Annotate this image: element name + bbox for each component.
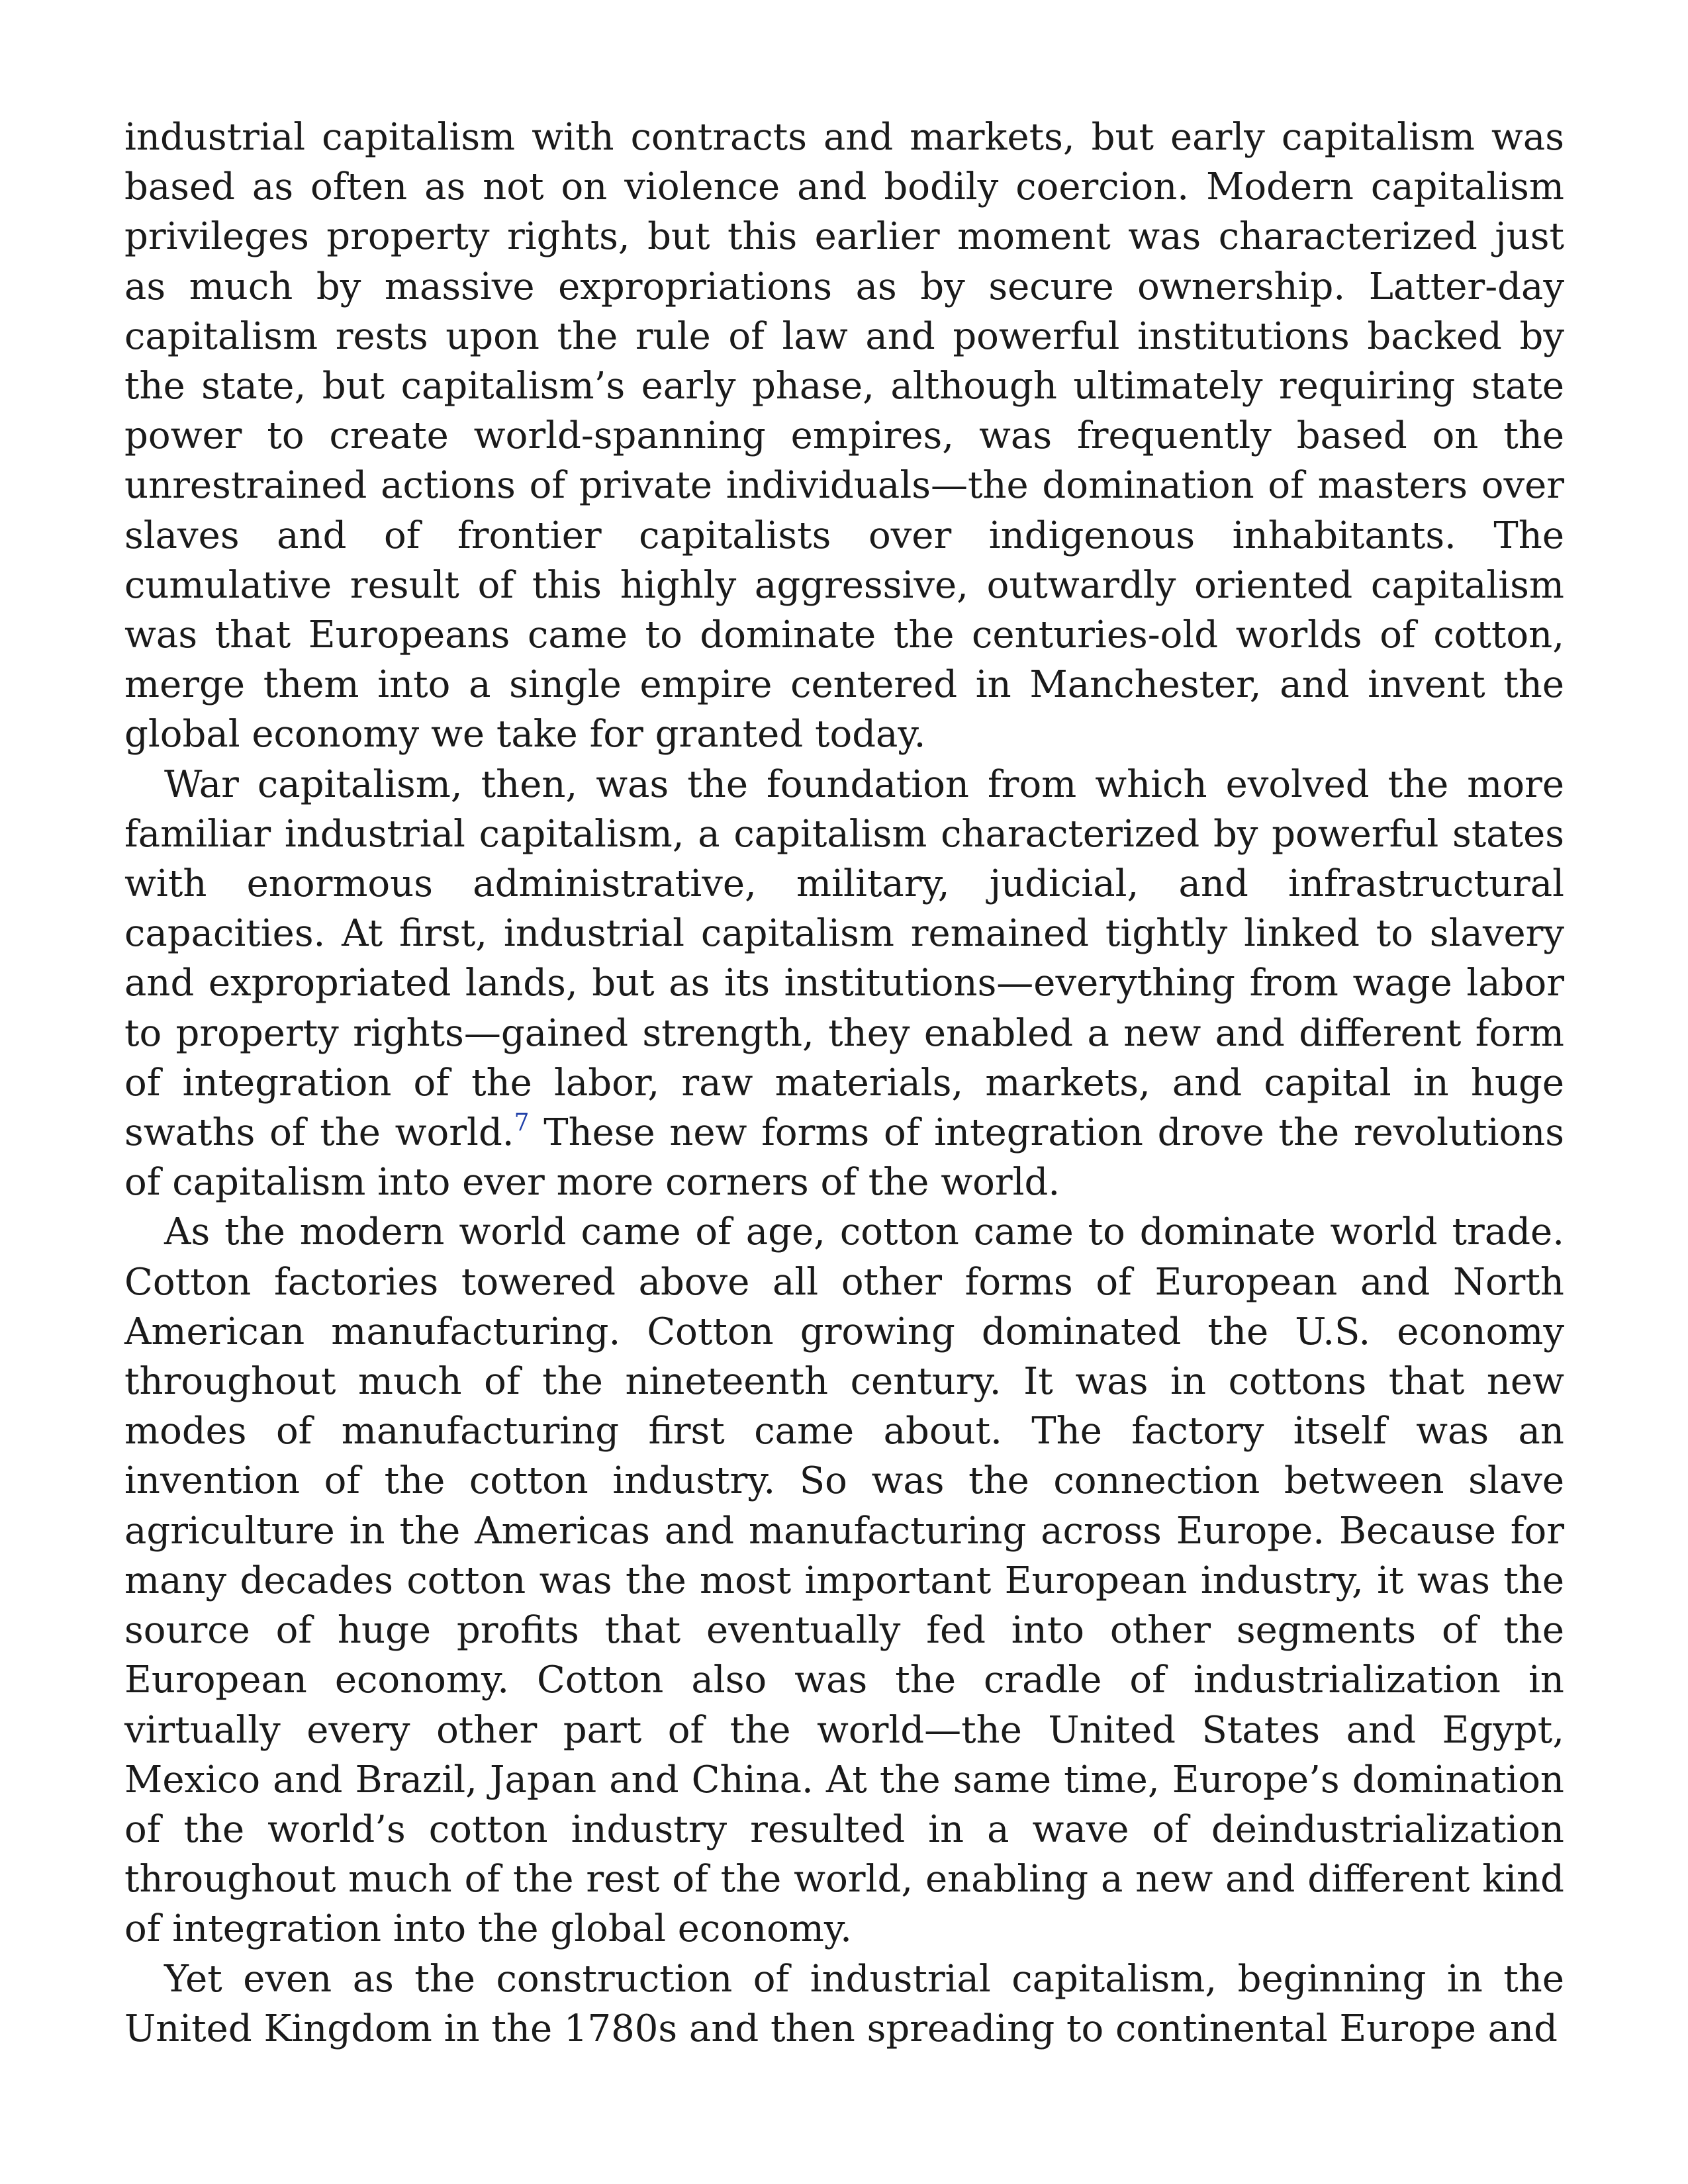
page-body xyxy=(124,113,1564,2054)
footnote-reference-link[interactable]: 7 xyxy=(514,1109,530,1137)
paragraph-3: As the modern world came of age, cotton came to dominate world trade. Cotton factories towered above all other forms of European and North American manufacturing. Cotton growing dominated the U.S. economy throughout much of the nineteenth century. It was in cottons that new modes of manufacturing first came about. The factory itself was an invention of the cotton industry. So was the connection between slave agriculture in the Americas and manufacturing across Europe. Because for many decades cotton was the most important European industry, it was the source of huge profits that eventually fed into other segments of the European economy. Cotton also was the cradle of industrialization in virtually every other part of the world—the United States and Egypt, Mexico and Brazil, Japan and China. At the same time, Europe’s domination of the world’s cotton industry resulted in a wave of deindustrialization throughout much of the rest of the world, enabling a new and different kind of integration into the global economy. xyxy=(124,1210,1564,1951)
paragraph-2-text-before-note: War capitalism, then, was the foundation from which evolved the more familiar industrial capitalism, a capitalism characterized by powerful states with enormous administrative, military, judicial, and infrastructural capacities. At first, industrial capitalism remained tightly linked to slavery and expropriated lands, but as its institutions—everything from wage labor to property rights—gained strength, they enabled a new and different form of integration of the labor, raw materials, markets, and capital in huge swaths of the world. xyxy=(124,762,1564,1155)
paragraph-1: industrial capitalism with contracts and markets, but early capitalism was based as often as not on violence and bodily coercion. Modern capitalism privileges property rights, but this earlier moment was characterized just as much by massive expropriations as by secure ownership. Latter-day capitalism rests upon the rule of law and powerful institutions backed by the state, but capitalism’s early phase, although ultimately requiring state power to create world-spanning empires, was frequently based on the unrestrained actions of private individuals—the domination of masters over slaves and of frontier capitalists over indigenous inhabitants. The cumulative result of this highly aggressive, outwardly oriented capitalism was that Europeans came to dominate the centuries-old worlds of cotton, merge them into a single empire centered in Manchester, and invent the global economy we take for granted today. xyxy=(124,116,1564,756)
paragraph-4: Yet even as the construction of industrial capitalism, beginning in the United Kingdom in the 1780s and then spreading to continental Europe and xyxy=(124,1957,1564,2050)
paragraph-2-text-after-note: These new forms of integration drove the revolutions of capitalism into ever more corners of the world. xyxy=(124,1111,1564,1205)
paragraph-2 xyxy=(124,760,1564,1208)
